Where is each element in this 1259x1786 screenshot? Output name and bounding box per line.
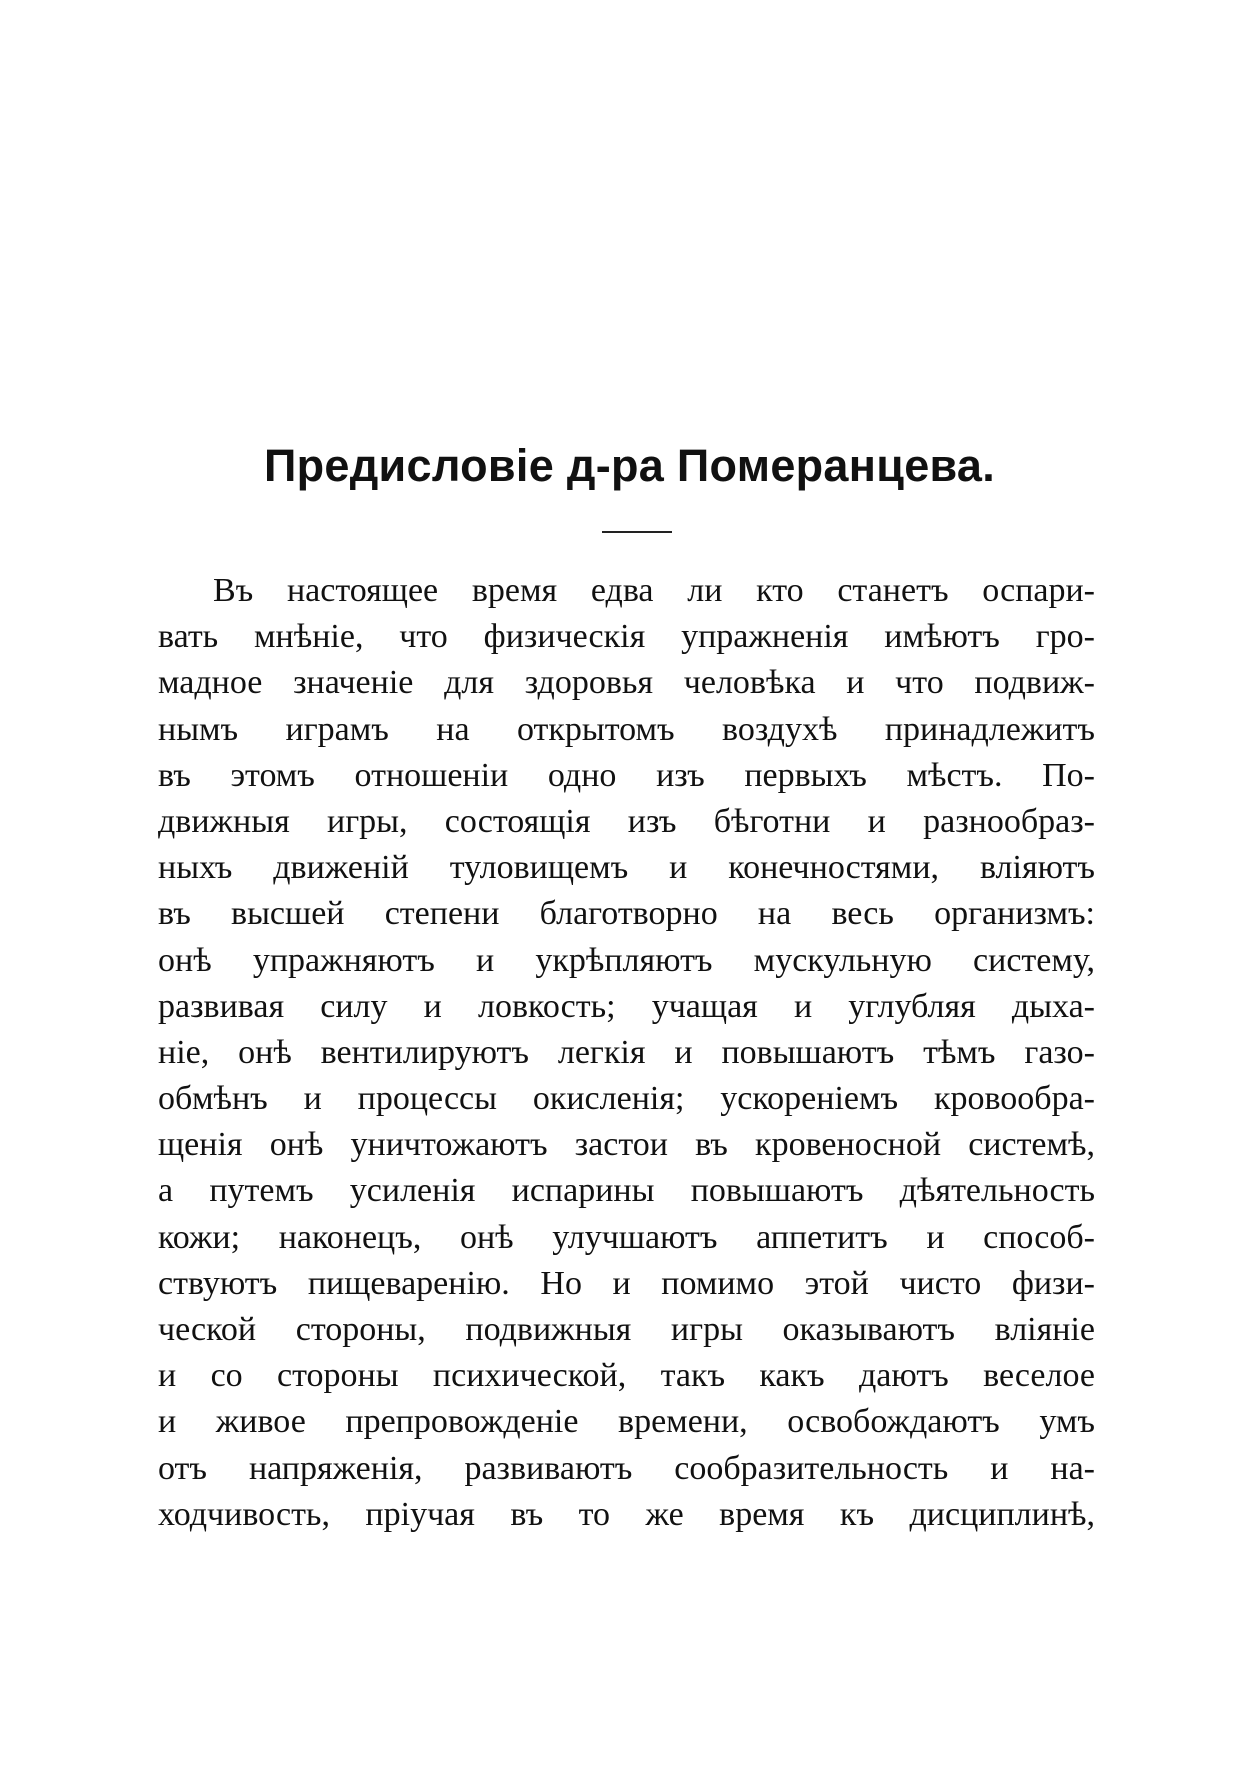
text-line: движныя игры, состоящія изъ бѣготни и разнообраз-: [158, 802, 1095, 840]
text-line: мадное значеніе для здоровья человѣка и что подвиж-: [158, 664, 1095, 702]
text-line: вать мнѣніе, что физическія упражненія имѣютъ гро-: [158, 618, 1095, 656]
text-line: и живое препровожденіе времени, освобождаютъ умъ: [158, 1403, 1095, 1441]
page-title: Предисловіе д-ра Померанцева.: [263, 440, 996, 491]
text-line: а путемъ усиленія испарины повышаютъ дѣятельность: [158, 1172, 1095, 1210]
text-line: ходчивость, пріучая въ то же время къ дисциплинѣ,: [158, 1495, 1095, 1533]
text-line: ніе, онѣ вентилируютъ легкія и повышаютъ тѣмъ газо-: [158, 1033, 1095, 1071]
text-line: ствуютъ пищеваренію. Но и помимо этой чисто физи-: [158, 1264, 1095, 1302]
text-line: развивая силу и ловкость; учащая и углубляя дыха-: [158, 987, 1095, 1025]
text-line: отъ напряженія, развиваютъ сообразительность и на-: [158, 1449, 1095, 1487]
text-line: въ этомъ отношеніи одно изъ первыхъ мѣстъ. По-: [158, 756, 1095, 794]
title-divider: [602, 531, 672, 533]
text-line: въ высшей степени благотворно на весь организмъ:: [158, 895, 1095, 933]
text-line: обмѣнъ и процессы окисленія; ускореніемъ кровообра-: [158, 1080, 1095, 1118]
text-line: ческой стороны, подвижныя игры оказываютъ вліяніе: [158, 1311, 1095, 1348]
text-line: щенія онѣ уничтожаютъ застои въ кровеносной системѣ,: [158, 1126, 1095, 1164]
body-paragraph: [158, 568, 1095, 1538]
text-line: нымъ играмъ на открытомъ воздухѣ принадлежитъ: [158, 710, 1095, 748]
text-line: Въ настоящее время едва ли кто станетъ оспари-: [213, 572, 1095, 609]
text-line: кожи; наконецъ, онѣ улучшаютъ аппетитъ и способ-: [158, 1218, 1095, 1256]
text-line: ныхъ движеній туловищемъ и конечностями, вліяютъ: [158, 849, 1095, 887]
text-line: онѣ упражняютъ и укрѣпляютъ мускульную систему,: [158, 941, 1095, 979]
text-line: и со стороны психической, такъ какъ даютъ веселое: [158, 1357, 1095, 1395]
